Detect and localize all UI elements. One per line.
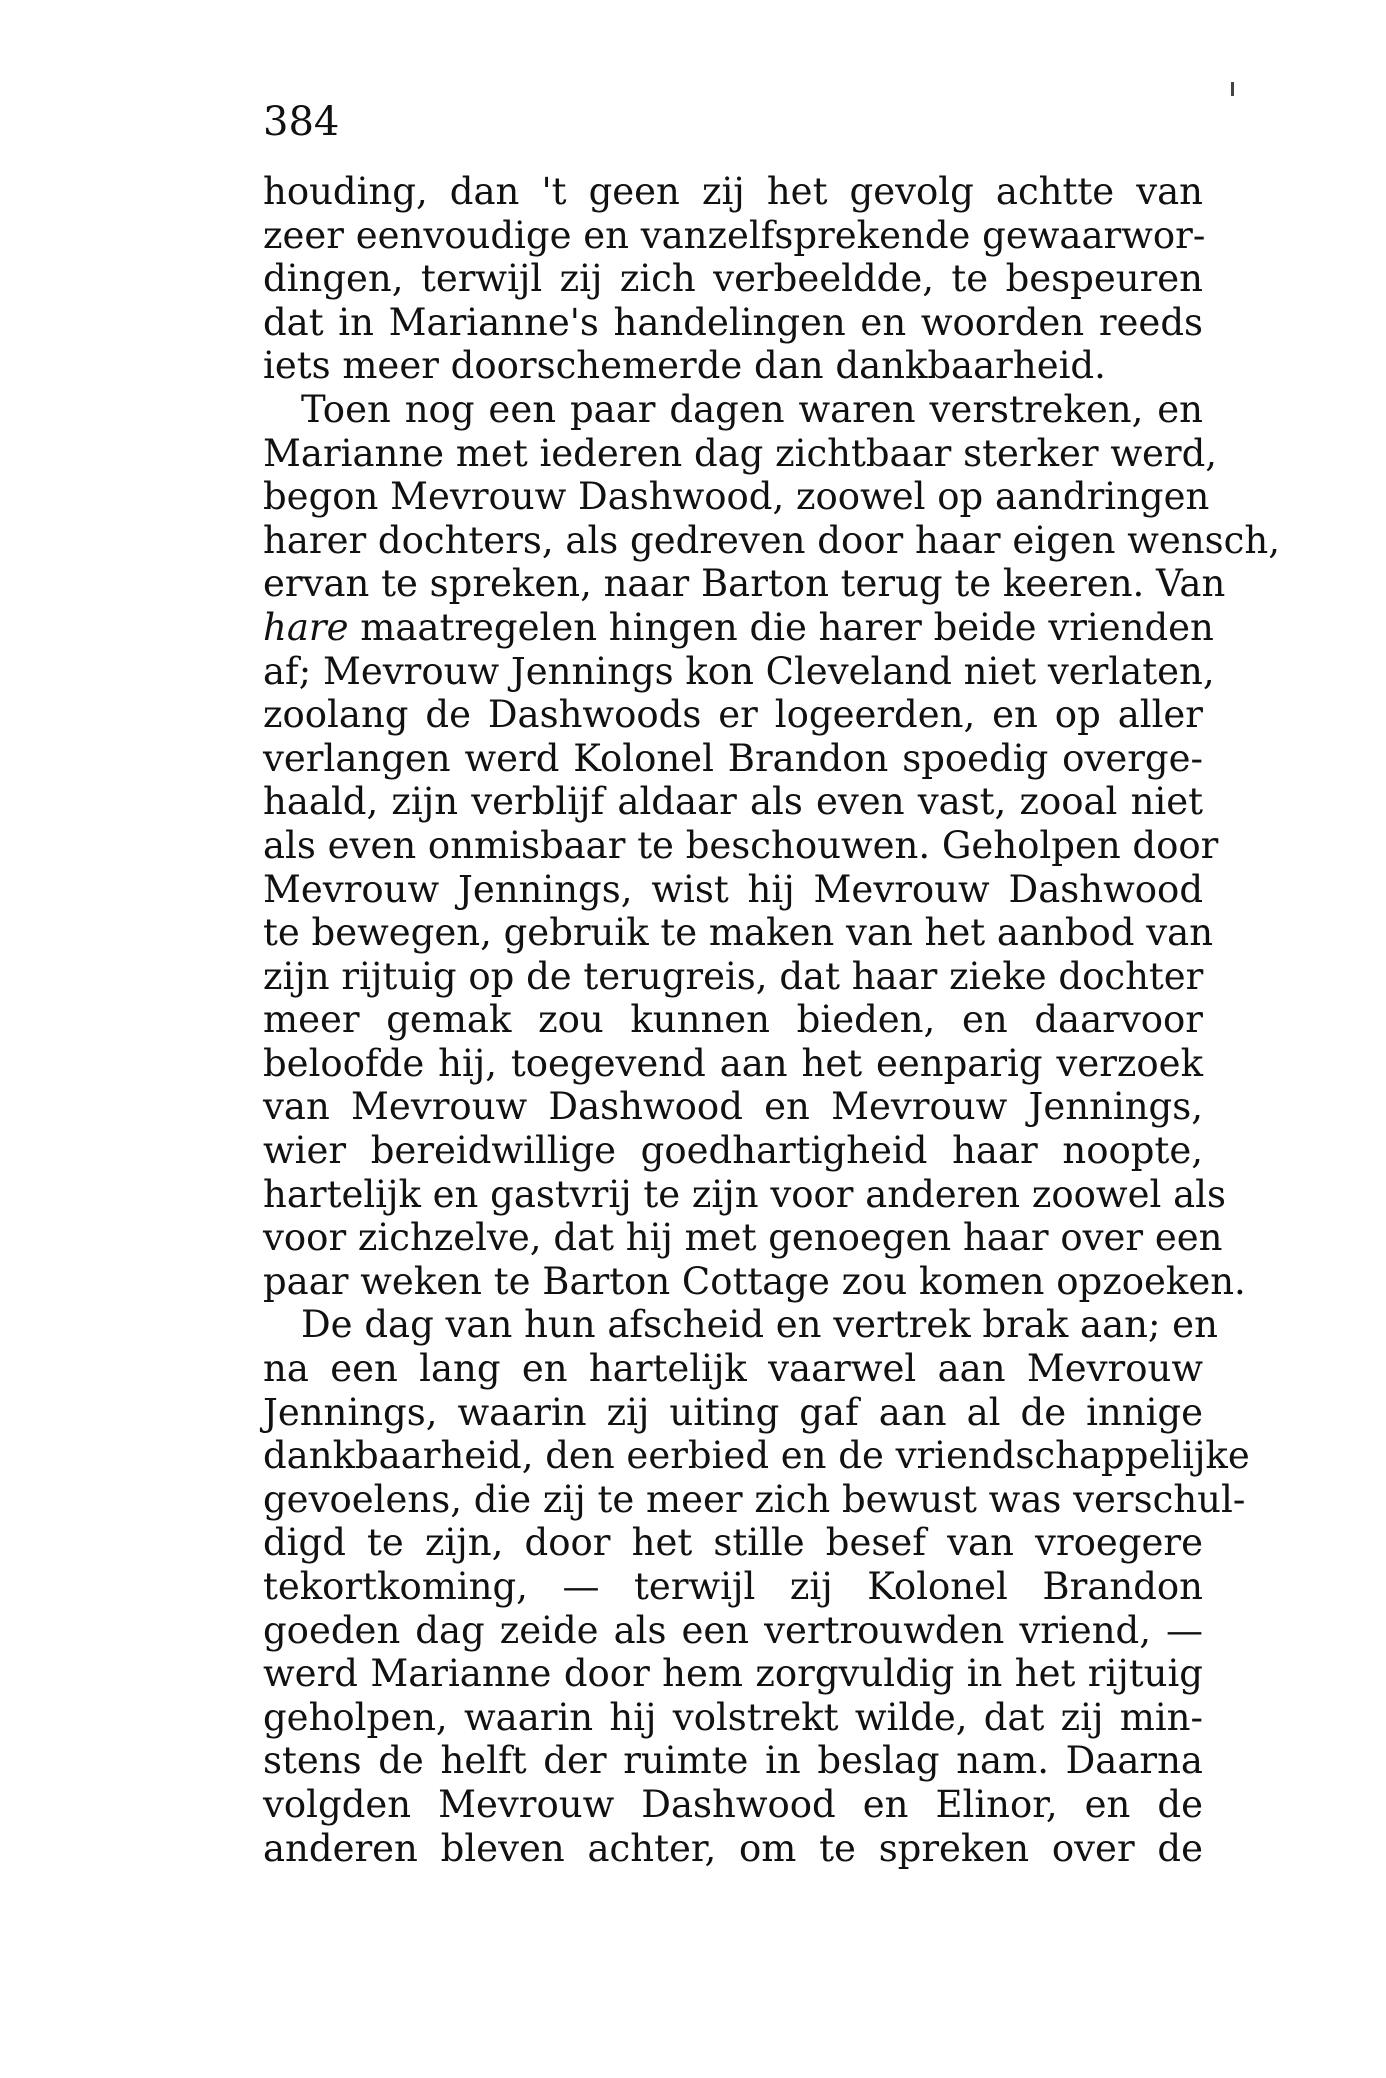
text-line: meer gemak zou kunnen bieden, en daarvoor [263, 998, 1203, 1042]
text-line: houding, dan 't geen zij het gevolg achtte van [263, 170, 1203, 213]
text-line: dingen, terwijl zij zich verbeeldde, te bespeuren [263, 257, 1203, 301]
text-line: anderen bleven achter, om te spreken over de [263, 1826, 1203, 1870]
text-line: gevoelens, die zij te meer zich bewust was verschul- [263, 1477, 1246, 1521]
page-number: 384 [263, 99, 340, 145]
text-line: geholpen, waarin hij volstrekt wilde, dat zij min- [263, 1695, 1203, 1739]
text-line: beloofde hij, toegevend aan het eenparig verzoek [263, 1041, 1203, 1085]
text-line: wier bereidwillige goedhartigheid haar noopte, [263, 1129, 1203, 1173]
text-line: verlangen werd Kolonel Brandon spoedig overge- [263, 736, 1203, 780]
text-line: ervan te spreken, naar Barton terug te keeren. Van [263, 562, 1226, 606]
text-line: volgden Mevrouw Dashwood en Elinor, en de [263, 1782, 1203, 1826]
text-line: te bewegen, gebruik te maken van het aanbod van [263, 911, 1214, 955]
text-line: stens de helft der ruimte in beslag nam. Daarna [263, 1739, 1203, 1783]
text-line: dat in Marianne's handelingen en woorden reeds [263, 300, 1203, 344]
text-line: haald, zijn verblijf aldaar als even vast, zooal niet [263, 780, 1203, 824]
body-text [263, 170, 1280, 1870]
text-line: zoolang de Dashwoods er logeerden, en op aller [263, 693, 1203, 737]
text-line: zeer eenvoudige en vanzelfsprekende gewaarwor- [263, 213, 1206, 257]
text-line: tekortkoming, — terwijl zij Kolonel Brandon [263, 1565, 1203, 1608]
text-line: dankbaarheid, den eerbied en de vriendschappelijke [263, 1434, 1250, 1478]
text-line: zijn rijtuig op de terugreis, dat haar zieke dochter [263, 954, 1204, 998]
text-line: Marianne met iederen dag zichtbaar sterker werd, [263, 431, 1218, 475]
text-line: begon Mevrouw Dashwood, zoowel op aandringen [263, 475, 1210, 519]
text-line: harer dochters, als gedreven door haar eigen wensch, [263, 518, 1280, 562]
text-line: voor zichzelve, dat hij met genoegen haar over een [263, 1216, 1223, 1260]
text-line: goeden dag zeide als een vertrouwden vriend, — [263, 1608, 1203, 1652]
text-line: Jennings, waarin zij uiting gaf aan al de innige [263, 1390, 1203, 1434]
text-line: als even onmisbaar te beschouwen. Geholpen door [263, 823, 1219, 867]
text-line: paar weken te Barton Cottage zou komen opzoeken. [263, 1259, 1246, 1303]
text-line: Mevrouw Jennings, wist hij Mevrouw Dashwood [263, 867, 1203, 911]
text-line: na een lang en hartelijk vaarwel aan Mevrouw [263, 1347, 1203, 1391]
text-line: hartelijk en gastvrij te zijn voor anderen zoowel als [263, 1172, 1226, 1216]
text-line: Toen nog een paar dagen waren verstreken, en [301, 387, 1203, 431]
text-line: iets meer doorschemerde dan dankbaarheid. [263, 344, 1106, 388]
text-line: van Mevrouw Dashwood en Mevrouw Jennings, [263, 1085, 1203, 1129]
text-line: digd te zijn, door het stille besef van vroegere [263, 1521, 1203, 1565]
text-line: werd Marianne door hem zorgvuldig in het rijtuig [263, 1652, 1203, 1696]
text-line: hare maatregelen hingen die harer beide vrienden [263, 605, 1214, 649]
text-line: af; Mevrouw Jennings kon Cleveland niet verlaten, [263, 649, 1215, 693]
text-line: De dag van hun afscheid en vertrek brak aan; en [301, 1303, 1218, 1347]
scan-speck [1231, 82, 1234, 96]
